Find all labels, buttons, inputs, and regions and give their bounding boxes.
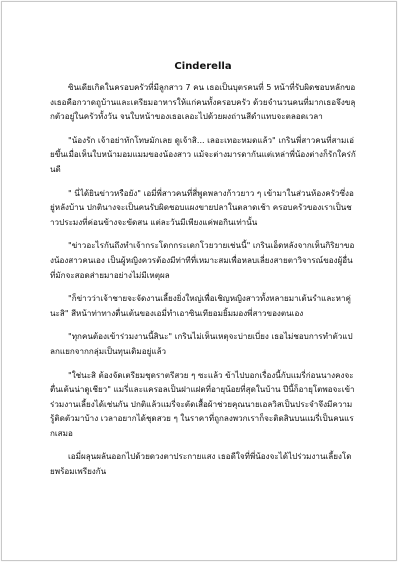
paragraph: " นี่ได้ยินข่าวหรือยัง" เอมี่พี่สาวคนที่สี่พูดพลางก้าวยาว ๆ เข้ามาในส่วนห้องครัวซึ่งอยู่หลังบ้าน ปกตินางจะเป็นคนรับผิดชอบแผงขายปลาในตลาดเช้า ครอบครัวของเราเป็นชาวประมงที่ค่อนข้างจะขัดสน แต่ละวันมีเพียงแค่พอกินเท่านั้น bbox=[50, 187, 354, 227]
document-page bbox=[1, 1, 397, 561]
document-title: Cinderella bbox=[174, 61, 232, 72]
document-body bbox=[50, 46, 356, 488]
paragraph: "ใช่นะสิ ต้องจัดเตรียมชุดราตรีสวย ๆ ซะแล้ว ข้าไปบอกเรื่องนี้กับแมรี่ก่อนนางคงจะตื่นเต้นน่าดูเชียว" แมรี่และแครอลเป็นฝาแฝดที่อายุน้อยที่สุดในบ้าน ปีนี้ก็อายุโตพอจะเข้าร่วมงานเลี้ยงได้เช่นกัน ปกติแล้วแมรี่จะตัดเสื้อผ้าช่วยคุณนายเอลวิสเป็นประจำจึงมีความรู้ติดตัวมาบ้าง เวลาอยากได้ชุดสวย ๆ ในราคาที่ถูกลงพวกเราก็จะติดสินบนแมรี่เป็นคนแรกเสมอ bbox=[50, 369, 355, 438]
paragraph: "ทุกคนต้องเข้าร่วมงานนี้สินะ" เกรินไม่เห็นเหตุจะบ่ายเบี่ยง เธอไม่ชอบการทำตัวแปลกแยกจากกลุ่มเป็นทุนเดิมอยู่แล้ว bbox=[50, 331, 353, 356]
paragraph: ซินเดียเกิดในครอบครัวที่มีลูกสาว 7 คน เธอเป็นบุตรคนที่ 5 หน้าที่รับผิดชอบหลักของเธอคือกวาดถูบ้านและเตรียมอาหารให้แก่คนทั้งครอบครัว ด้วยจำนวนคนที่มากเธอจึงขลุกตัวอยู่ในครัวทั้งวัน จนใบหน้าของเธอเลอะไปด้วยผงถ่านสีดำแทบจะตลอดเวลา bbox=[50, 82, 356, 122]
paragraph: "ข่าวอะไรกันถึงทำเจ้ากระโดกกระเดกโวยวายเช่นนี้" เกรินเอ็ดหลังจากเห็นกิริยาของน้องสาวคนเอง เป็นผู้หญิงควรต้องมีท่าทีที่เหมาะสมเพื่อหลบเลี่ยงสายตาวิจารณ์ของผู้อื่นที่มักจะสอดส่ายมาอย่างไม่มีเหตุผล bbox=[50, 240, 355, 280]
paragraph: เอมี่ผลุนผลันออกไปด้วยดวงตาประกายแสง เธอดีใจที่พี่น้องจะได้ไปร่วมงานเลี้ยงโดยพร้อมเพรียงกัน bbox=[50, 451, 352, 477]
paragraph: "ก็ข่าวว่าเจ้าชายจะจัดงานเลี้ยงยิ่งใหญ่เพื่อเชิญหญิงสาวทั้งหลายมาเต้นรำและหาคู่นะสิ" สีหน้าท่าทางตื่นเต้นของเอมี่ทำเอาซินเทียอมยิ้มมองพี่สาวของตนเอง bbox=[50, 293, 351, 318]
paragraph: "น้องรัก เจ้าอย่าทักโทษมักเลย ดูเจ้าสิ... เลอะเทอะหมดแล้ว" เกรินพี่สาวคนที่สามเอ่ยขึ้นเมื่อเห็นใบหน้ามอมแมมของน้องสาว แม้จะต่างมารดากันแต่เหล่าพี่น้องต่างก็รักใคร่กันดี bbox=[50, 134, 356, 174]
